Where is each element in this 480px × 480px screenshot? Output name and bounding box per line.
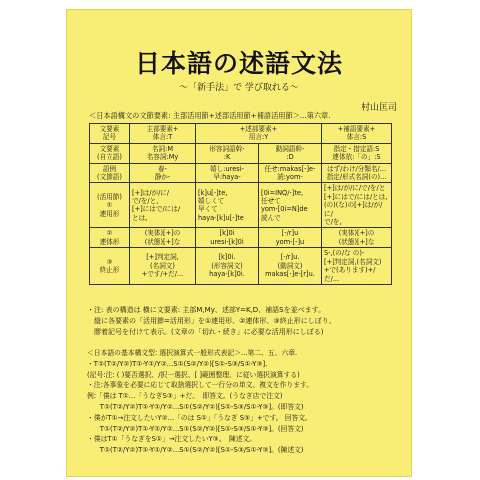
table-cell: [+]は/が/に/で/を/と [+]にはで/には/とは, (の)(な)の[+]は/が/に/ で/を, — [322, 183, 392, 228]
table-row — [90, 163, 392, 183]
row-head: ② 連体形 — [90, 228, 130, 248]
table-cell: [k]0i uresi-[k]0i — [196, 228, 259, 248]
table-cell: はず/わけ/分類名/... 指定/形式名詞(の)... — [322, 163, 392, 183]
table-header-row — [90, 124, 392, 144]
section-line: ・僕はT①「うなぎをS①」→注文したいY③。 陳述文。 — [87, 435, 257, 444]
table-cell: [+]判定詞, (名詞文) +です/+だ/... — [130, 248, 196, 285]
table-row — [90, 228, 392, 248]
table-cell: [0i=INQ/-]te, 任せて yom-[0i=N]de 読んで — [259, 183, 322, 228]
book-subtitle: 〜「新手法」で 学び取れる〜 — [179, 83, 299, 93]
table-cell: [-/r]u yom-[-]u — [259, 228, 322, 248]
table-header-cell: +述部要素+ 用言:Y — [196, 124, 322, 144]
table-row — [90, 143, 392, 163]
table-cell: [-/r]u. (動詞文) makas[-]e-[r]u. — [259, 248, 322, 285]
table-cell: [+]は/が/に/ で/を/と, [+]にはで/には/ とは, — [130, 183, 196, 228]
table-header-cell: 文要素 記号 — [90, 124, 130, 144]
table-cell: (実体)[+]の (状態)[+]な — [322, 228, 392, 248]
grammar-table — [89, 123, 392, 285]
row-head: 文要素 (自立語) — [90, 143, 130, 163]
section-line: T①(T②/Y②)T①-Y①/Y②...S①(S②/Y②)[S①-S③/S①-Y③]。(即答文) — [93, 402, 304, 411]
table-cell: (実体)[+]の (状態)[+]な — [130, 228, 196, 248]
row-head: 語例 (文節語) — [90, 163, 130, 183]
table-cell: 春- 静か- — [130, 163, 196, 183]
table-cell: [k]u[-]te, 嬉しくて 早くて haya-[k]u[-]te — [196, 183, 259, 228]
table-cell: 名詞:M 名容詞:My — [130, 143, 196, 163]
section-line: ＜日本語の基本構文型: 選択演算式一般形式表記＞...第二、五、六章. — [87, 349, 298, 357]
row-head: (活用節) ① 連用形 — [90, 183, 130, 228]
note-line: 膠着記号を付けて表示。(文章の「切れ・続き」に必要な活用形にしぼる) — [87, 328, 324, 336]
section-line: (記号:注: ( )要否選択、/択一選択、[ ]範囲整理、に従い選択演算する) — [87, 370, 300, 379]
row-head: ③ 終止形 — [90, 248, 130, 285]
book-cover — [67, 10, 411, 476]
table-cell: 形容詞語幹- :K — [196, 143, 259, 163]
table-header: ＜日本語構文の文節要素: 主部活用節+述部活用節+補語活用節＞...第六章. — [89, 111, 331, 120]
section-line: ・注:各事象を必要に応じて取捨選択して一行分の単文、複文を作ります。 — [87, 381, 314, 390]
table-cell: 任せ:makas[-]e- 読:yom- — [259, 163, 322, 183]
table-cell: 嬉し:uresi- 早:haya- — [196, 163, 259, 183]
table-row — [90, 248, 392, 285]
section-line: ・僕がT①→注文したいY②...「のは S①」「うなぎ S③」+です。 回答文。 — [87, 413, 312, 422]
section-line: 例:「僕は T①...「うなぎS③」+だ。 即答文。(うなぎ店で注文) — [87, 392, 283, 401]
section-line: T①(T②/Y②)T①-Y①/Y②...S①(S②/Y②)[S①-S③/S①-Y③]。(回答文) — [93, 424, 304, 433]
note-line: ・注: 表の構造は 横に文要素: 主部M,My、述部Y=K,D、補語Sを並べます。 — [87, 306, 326, 314]
table-cell: 指定・措定語:S 連体依:「の」:S — [322, 143, 392, 163]
notes-block — [87, 305, 397, 338]
table-cell: S-,(の/な の)- [+]判定詞,(名詞文) +で(あります)+/だ/... — [322, 248, 392, 285]
section-line: ・T①(T②/Y②)T①-Y①/Y②...S①(S②/Y②)[S①-S③/S①-Y③]. — [87, 359, 268, 368]
table-cell: 動詞語幹- :D — [259, 143, 322, 163]
table-row — [90, 183, 392, 228]
syntax-section — [87, 348, 402, 456]
table-header-cell: 主部要素+ 体言:T — [130, 124, 196, 144]
author-name: 村山匡司 — [360, 103, 397, 113]
table-cell: [k]0i. (形容詞文) haya-[k]0i. — [196, 248, 259, 285]
section-line: T①(T②/Y②)T①-Y①/Y②...S①(S②/Y②)[S①-S③/S①-Y③]。(陳述文) — [93, 446, 304, 455]
note-line: 縦に各要素の「活用節=活用形」を①連用形、②連体形、③終止形にしぼり、 — [87, 317, 336, 325]
book-title: 日本語の述語文法 — [134, 49, 343, 78]
table-header-cell: +補語要素+ 体言:S — [322, 124, 392, 144]
